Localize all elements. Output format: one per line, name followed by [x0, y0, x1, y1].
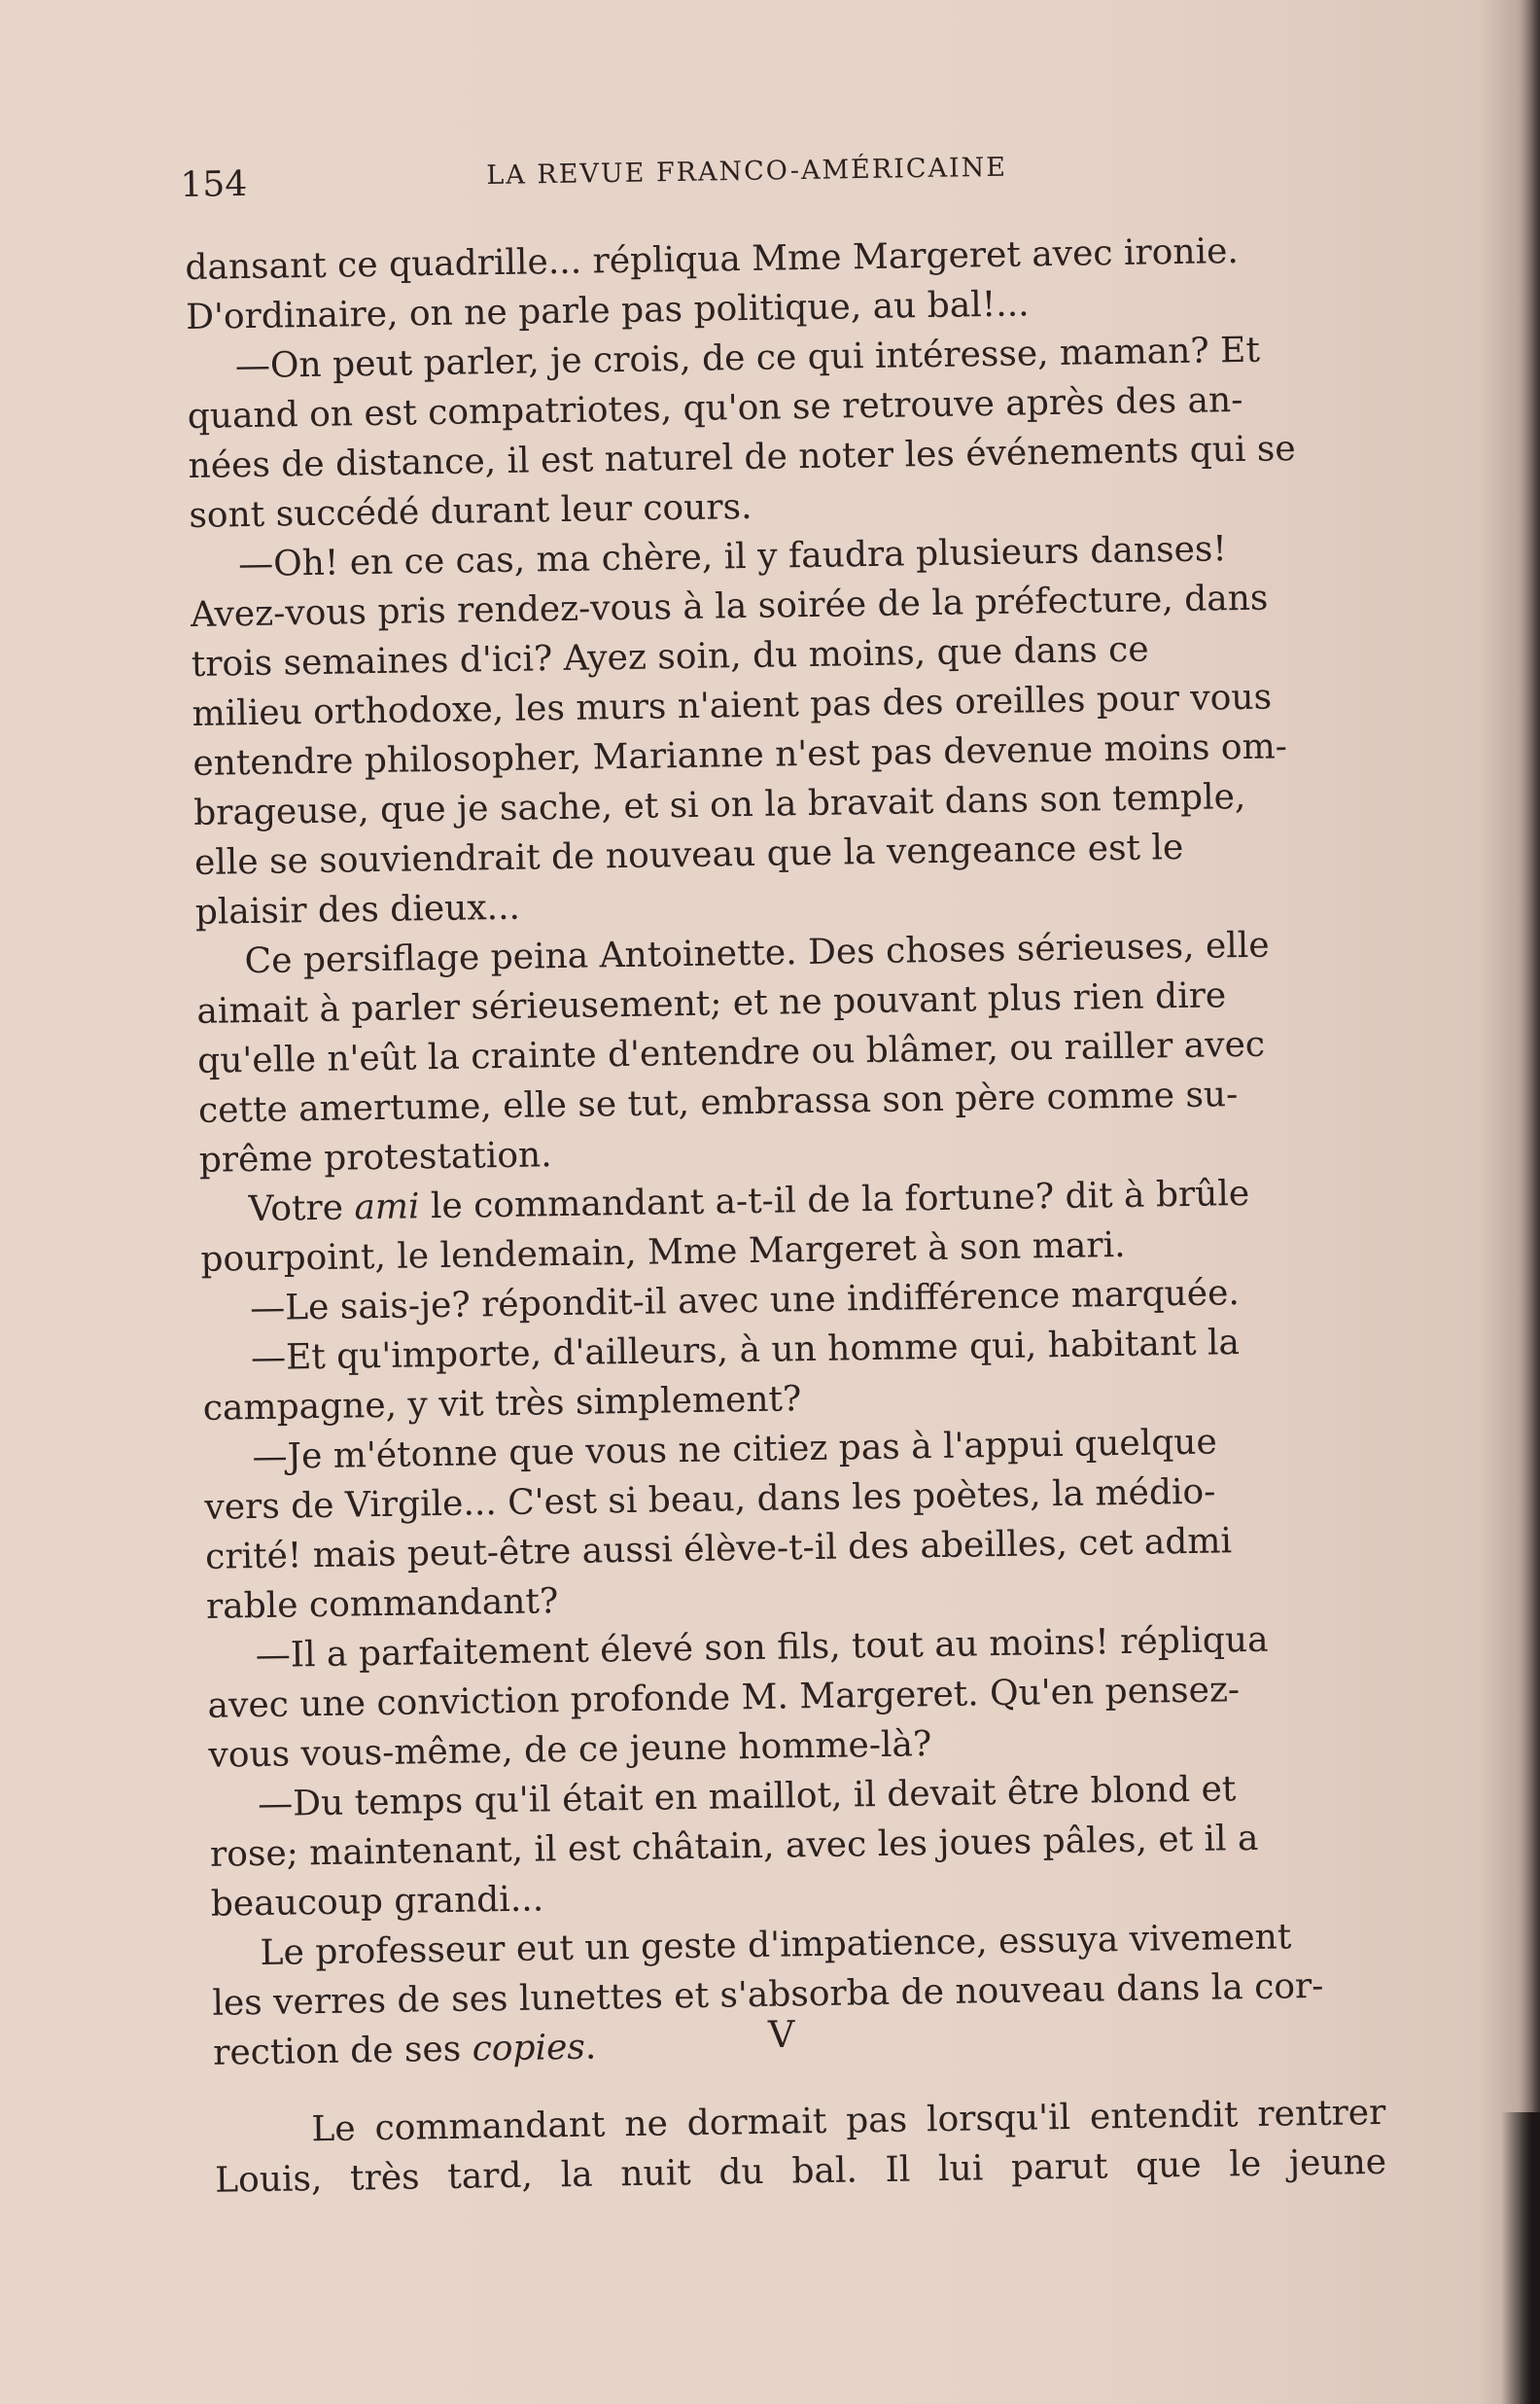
- text-line: campagne, y vit très simplement?: [202, 1379, 802, 1429]
- text-line: beaucoup grandi...: [210, 1879, 544, 1925]
- text-line: crité! mais peut-être aussi élève-t-il des abeilles, cet admi: [204, 1521, 1233, 1577]
- text-line: quand on est compatriotes, qu'on se retrouve après des an-: [187, 379, 1243, 437]
- text-line: elle se souviendrait de nouveau que la vengeance est le: [193, 827, 1184, 883]
- text-line: aimait à parler sérieusement; et ne pouvant plus rien dire: [196, 975, 1227, 1032]
- section-v-text: [214, 2088, 1387, 2205]
- text-line: —Du temps qu'il était en maillot, il devait être blond et: [257, 1769, 1237, 1825]
- text-line: entendre philosopher, Marianne n'est pas devenue moins om-: [192, 726, 1288, 784]
- text-line: rose; maintenant, il est châtain, avec les joues pâles, et il a: [209, 1818, 1259, 1875]
- text-line: les verres de ses lunettes et s'absorba de nouveau dans la cor-: [212, 1965, 1324, 2024]
- text-line: Avez-vous pris rendez-vous à la soirée de la préfecture, dans: [190, 578, 1269, 635]
- text-line: qu'elle n'eût la crainte d'entendre ou blâmer, ou railler avec: [196, 1024, 1266, 1081]
- text-line: plaisir des dieux...: [194, 887, 521, 933]
- page-corner-shadow: [1501, 2112, 1540, 2404]
- text-line: vous vous-même, de ce jeune homme-là?: [208, 1724, 932, 1776]
- text-line: —Et qu'importe, d'ailleurs, à un homme qui, habitant la: [250, 1323, 1241, 1379]
- text-line: cette amertume, elle se tut, embrassa son père comme su-: [197, 1075, 1239, 1131]
- text-line: dansant ce quadrille... répliqua Mme Margeret avec ironie.: [185, 230, 1240, 288]
- text-line: Le professeur eut un geste d'impatience, essuya vivement: [260, 1917, 1292, 1973]
- text-line: brageuse, que je sache, et si on la bravait dans son temple,: [192, 776, 1246, 833]
- body-text: [185, 225, 1399, 2078]
- italic-word: ami: [354, 1186, 420, 1228]
- text-line: Ce persiflage peina Antoinette. Des choses sérieuses, elle: [244, 925, 1270, 982]
- line-text-before: Votre: [248, 1187, 355, 1230]
- page-number: 154: [180, 163, 248, 205]
- text-line: nées de distance, il est naturel de noter les événements qui se: [188, 429, 1296, 486]
- text-line: D'ordinaire, on ne parle pas politique, au bal!...: [185, 284, 1030, 337]
- text-line: vers de Virgile... C'est si beau, dans les poètes, la médio-: [204, 1471, 1216, 1528]
- italic-word: copies: [472, 2027, 586, 2069]
- running-title: LA REVUE FRANCO-AMÉRICAINE: [486, 152, 1008, 192]
- text-line: milieu orthodoxe, les murs n'aient pas des oreilles pour vous: [192, 677, 1273, 734]
- text-line: —Le sais-je? répondit-il avec une indifférence marquée.: [249, 1273, 1241, 1329]
- text-line: Le commandant ne dormait pas lorsqu'il entendit rentrer: [311, 2092, 1386, 2150]
- text-line: avec une conviction profonde M. Margeret. Qu'en pensez-: [207, 1670, 1241, 1726]
- text-line: —Je m'étonne que vous ne citiez pas à l'appui quelque: [252, 1422, 1218, 1478]
- text-line: sont succédé durant leur cours.: [189, 486, 752, 536]
- text-line: —Il a parfaitement élevé son fils, tout au moins! répliqua: [255, 1619, 1269, 1677]
- text-line: prême protestation.: [198, 1135, 552, 1181]
- text-line: rable commandant?: [205, 1581, 559, 1627]
- text-line: trois semaines d'ici? Ayez soin, du moins, que dans ce: [191, 629, 1149, 685]
- section-heading: V: [767, 2012, 795, 2057]
- text-line: pourpoint, le lendemain, Mme Margeret à son mari.: [200, 1224, 1126, 1280]
- text-line: —Oh! en ce cas, ma chère, il y faudra plusieurs danses!: [237, 529, 1228, 585]
- line-text-after: le commandant a-t-il de la fortune? dit à brûle: [419, 1173, 1250, 1227]
- text-line: —On peut parler, je crois, de ce qui intéresse, maman? Et: [234, 330, 1261, 387]
- line-text-before: rection de ses: [212, 2029, 472, 2073]
- book-spine-shadow: [1519, 0, 1540, 2404]
- text-line: Louis, très tard, la nuit du bal. Il lui parut que le jeune: [214, 2141, 1387, 2201]
- line-text-after: .: [584, 2027, 597, 2068]
